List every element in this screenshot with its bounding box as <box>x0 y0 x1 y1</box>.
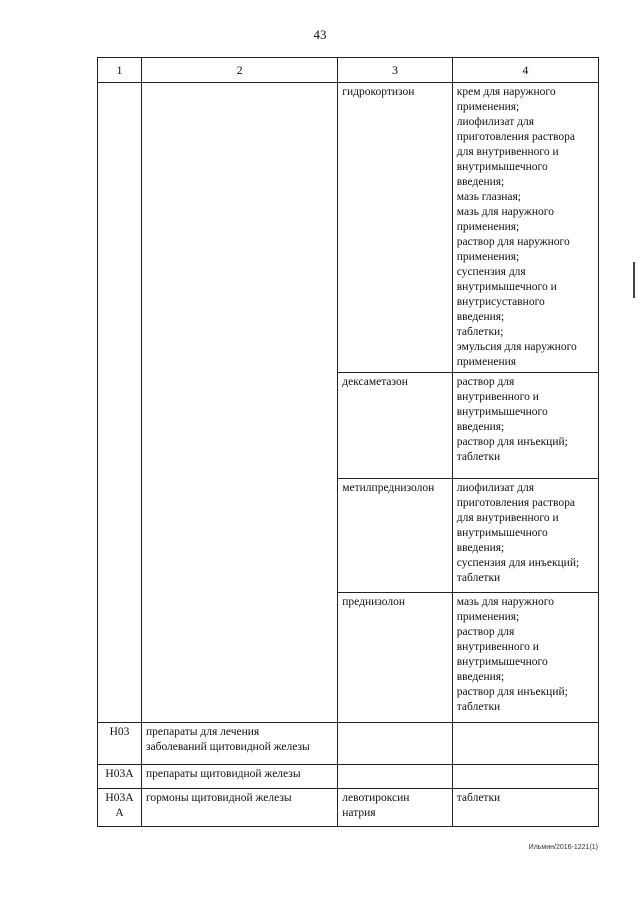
header-col-3: 3 <box>338 58 453 83</box>
header-col-4: 4 <box>452 58 598 83</box>
dosage-forms: раствор для внутривенного и внутримышечного введения; раствор для инъекций; таблетки <box>452 373 598 479</box>
drug-name: левотироксин натрия <box>338 789 453 827</box>
dosage-forms: таблетки <box>452 789 598 827</box>
medications-table <box>97 57 599 827</box>
table-header-row <box>98 58 599 83</box>
drug-name <box>338 765 453 789</box>
atc-code: H03AA <box>98 789 142 827</box>
header-col-1: 1 <box>98 58 142 83</box>
drug-name <box>338 723 453 765</box>
group-name: препараты для лечения заболеваний щитовидной железы <box>141 723 337 765</box>
header-col-2: 2 <box>141 58 337 83</box>
table-row <box>98 789 599 827</box>
drug-name: дексаметазон <box>338 373 453 479</box>
table-row <box>98 765 599 789</box>
drug-name: метилпреднизолон <box>338 479 453 593</box>
dosage-forms <box>452 723 598 765</box>
atc-code: H03A <box>98 765 142 789</box>
scan-edge-mark <box>633 262 635 298</box>
table-row <box>98 83 599 373</box>
drug-name: гидрокортизон <box>338 83 453 373</box>
dosage-forms: лиофилизат для приготовления раствора для внутривенного и внутримышечного введения; суспензия для инъекций; таблетки <box>452 479 598 593</box>
footer-document-code: Ильмин/2016-1221(1) <box>528 844 598 851</box>
page-number: 43 <box>313 27 327 42</box>
empty-group-cell <box>141 83 337 723</box>
empty-code-cell <box>98 83 142 723</box>
group-name: гормоны щитовидной железы <box>141 789 337 827</box>
group-name: препараты щитовидной железы <box>141 765 337 789</box>
table-row <box>98 723 599 765</box>
drug-name: преднизолон <box>338 593 453 723</box>
dosage-forms: мазь для наружного применения; раствор для внутривенного и внутримышечного введения; раствор для инъекций; таблетки <box>452 593 598 723</box>
atc-code: H03 <box>98 723 142 765</box>
dosage-forms: крем для наружного применения; лиофилизат для приготовления раствора для внутривенного и внутримышечного введения; мазь глазная; мазь для наружного применения; раствор для наружного применения; суспензия для внутримышечного и внутрисуставного введения; таблетки; эмульсия для наружного применения <box>452 83 598 373</box>
dosage-forms <box>452 765 598 789</box>
